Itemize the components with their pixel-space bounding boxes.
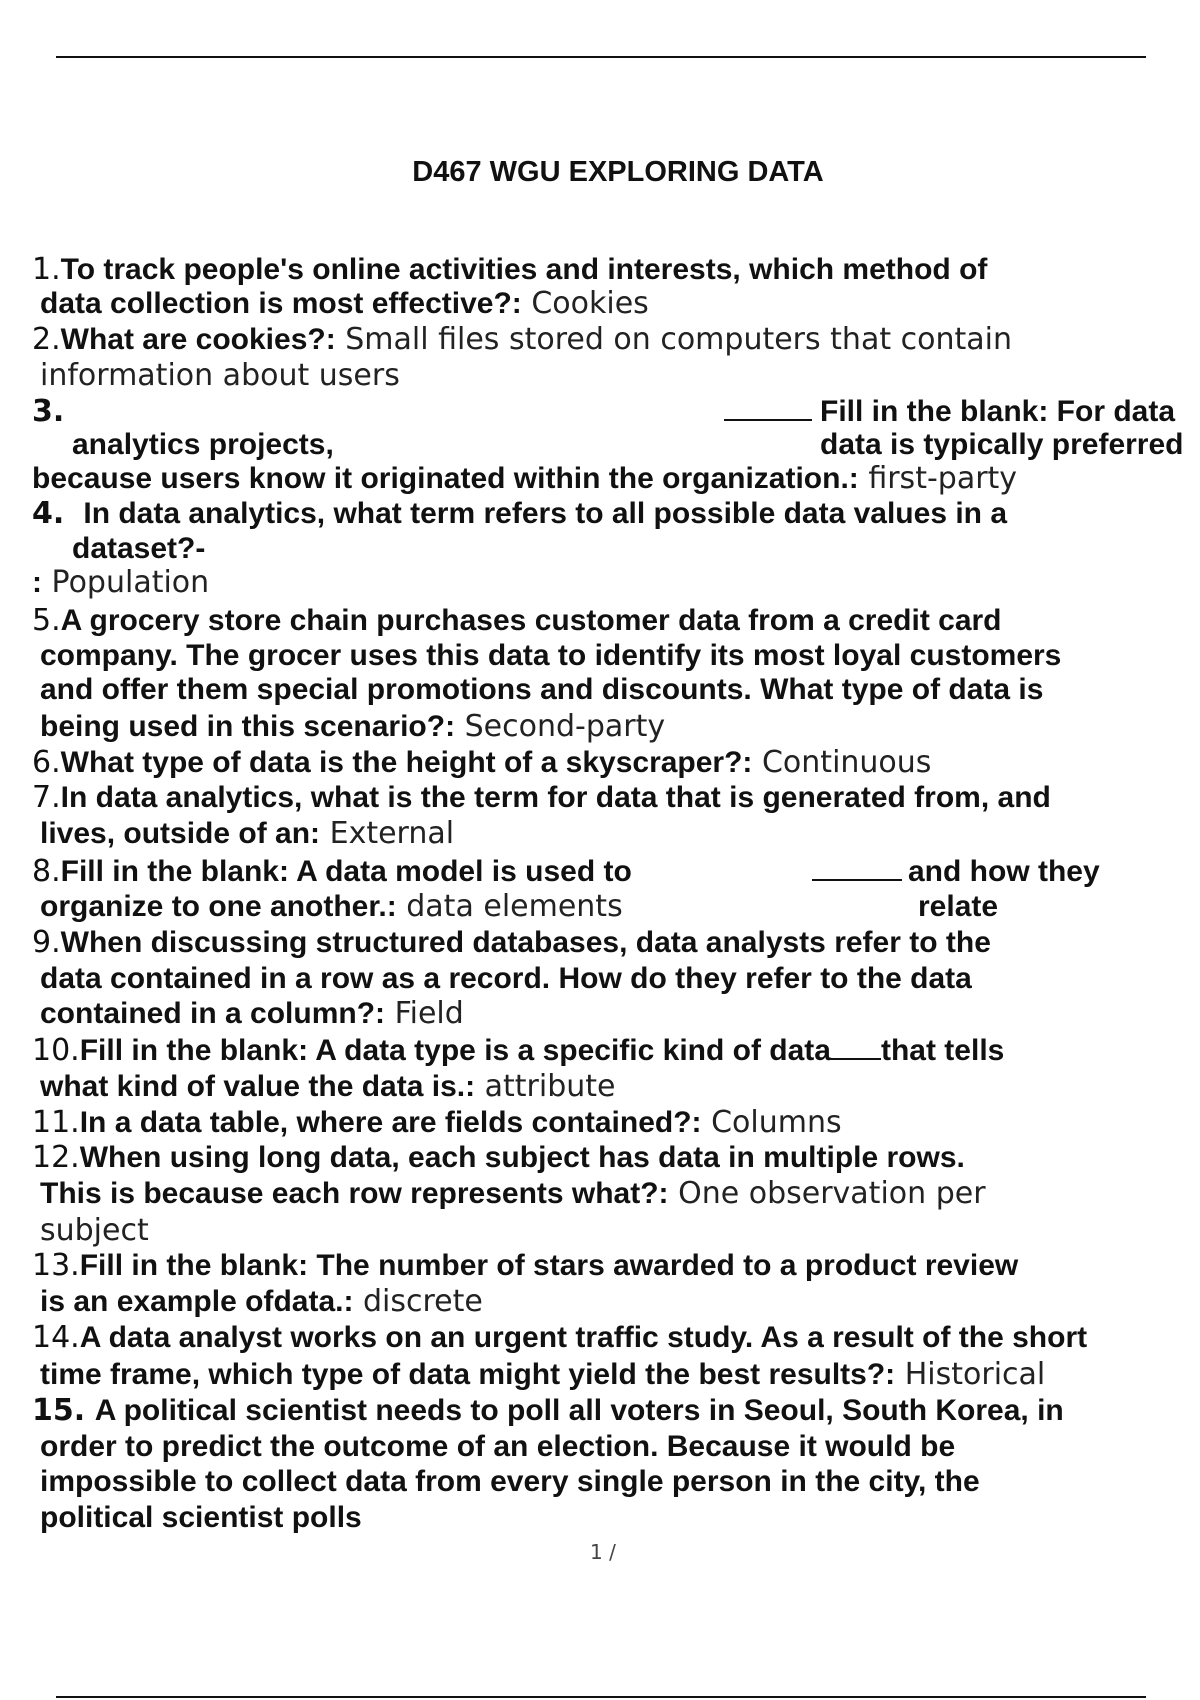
list-item-left-text: analytics projects,	[72, 428, 334, 461]
list-item-blank-line	[724, 395, 812, 429]
list-item-continuation: order to predict the outcome of an election. Because it would be	[40, 1430, 956, 1463]
list-item-continuation: subject	[40, 1213, 149, 1248]
list-item-continuation: lives, outside of an: External	[40, 816, 455, 851]
list-item: 15. A political scientist needs to poll all voters in Seoul, South Korea, in	[32, 1393, 1064, 1428]
list-item-continuation: dataset?-	[72, 532, 206, 565]
list-item-number: 3.	[32, 394, 65, 429]
list-item-continuation: contained in a column?: Field	[40, 996, 464, 1031]
list-item: 13.Fill in the blank: The number of stars awarded to a product review	[32, 1248, 1019, 1283]
page-title: D467 WGU EXPLORING DATA	[412, 156, 824, 188]
list-item-continuation: time frame, which type of data might yield the best results?: Historical	[40, 1357, 1046, 1392]
list-item-continuation: company. The grocer uses this data to identify its most loyal customers	[40, 639, 1062, 672]
list-item-blank-line	[812, 855, 902, 889]
list-item-continuation: because users know it originated within the organization.: first-party	[32, 461, 1018, 496]
list-item-continuation: and offer them special promotions and discounts. What type of data is	[40, 673, 1044, 706]
page-number: 1 /	[590, 1540, 616, 1564]
list-item: 1.To track people's online activities and interests, which method of	[32, 252, 988, 287]
list-item-continuation: is an example ofdata.: discrete	[40, 1284, 483, 1319]
bottom-rule	[56, 1696, 1146, 1698]
list-item: 8.Fill in the blank: A data model is used to	[32, 854, 632, 889]
list-item: 4. In data analytics, what term refers to all possible data values in a	[32, 496, 1008, 531]
list-item-continuation: political scientist polls	[40, 1501, 362, 1534]
list-item-right-text: Fill in the blank: For data	[820, 395, 1176, 428]
top-rule	[56, 56, 1146, 58]
list-item: 11.In a data table, where are fields contained?: Columns	[32, 1105, 842, 1140]
list-item: 14.A data analyst works on an urgent traffic study. As a result of the short	[32, 1320, 1088, 1355]
list-item-right-text: relate	[918, 890, 999, 923]
list-item: 10.Fill in the blank: A data type is a specific kind of data that tells	[32, 1033, 1005, 1068]
list-item: 9.When discussing structured databases, data analysts refer to the	[32, 925, 991, 960]
list-item: 2.What are cookies?: Small files stored on computers that contain	[32, 322, 1012, 357]
fill-blank	[724, 397, 812, 421]
list-item-continuation: data contained in a row as a record. How do they refer to the data	[40, 962, 972, 995]
list-item-continuation: data collection is most effective?: Cookies	[40, 286, 649, 321]
list-item-answer: : Population	[32, 565, 210, 600]
list-item-continuation: what kind of value the data is.: attribute	[40, 1069, 616, 1104]
list-item-continuation: information about users	[40, 358, 400, 393]
list-item: 12.When using long data, each subject has data in multiple rows.	[32, 1140, 965, 1175]
fill-blank	[812, 857, 902, 881]
list-item-continuation: This is because each row represents what?: One observation per	[40, 1176, 986, 1211]
list-item-continuation: organize to one another.: data elements	[40, 889, 623, 924]
list-item-continuation: impossible to collect data from every single person in the city, the	[40, 1465, 980, 1498]
list-item: 6.What type of data is the height of a skyscraper?: Continuous	[32, 745, 932, 780]
list-item-continuation: being used in this scenario?: Second-party	[40, 709, 666, 744]
list-item: 7.In data analytics, what is the term for data that is generated from, and	[32, 780, 1051, 815]
fill-blank	[831, 1036, 881, 1060]
list-item: 5.A grocery store chain purchases customer data from a credit card	[32, 603, 1002, 638]
list-item-right-text: data is typically preferred	[820, 428, 1184, 461]
list-item-right-text: and how they	[908, 855, 1100, 888]
